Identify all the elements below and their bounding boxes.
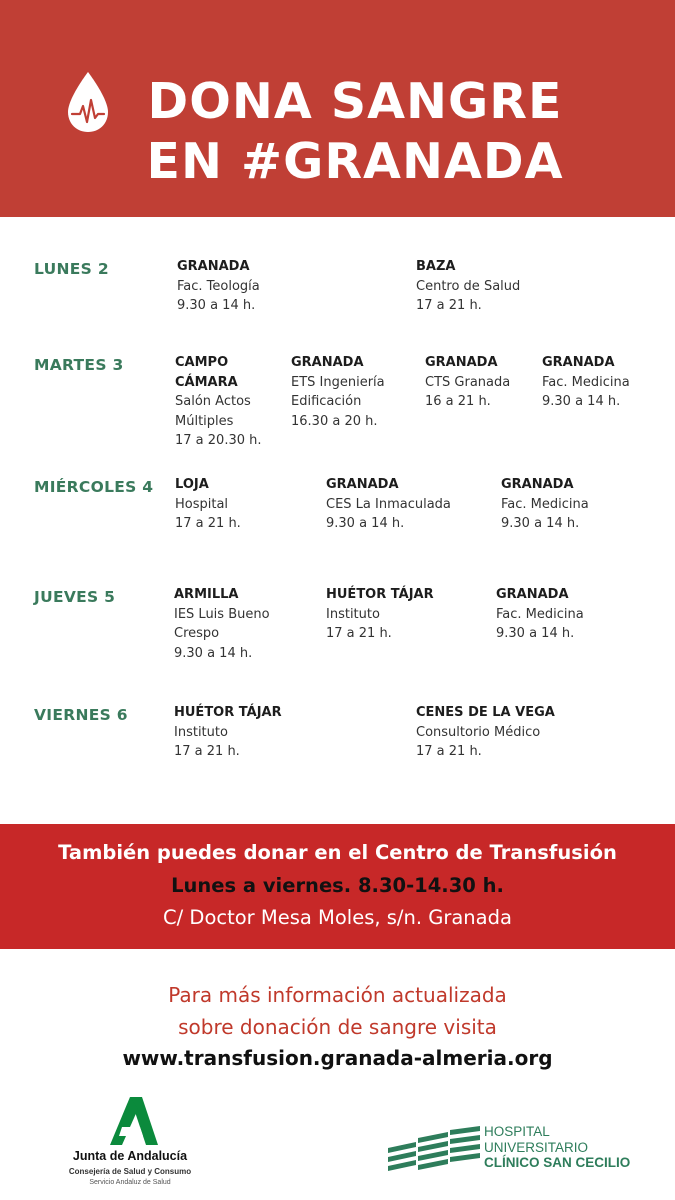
slot-city: GRANADA xyxy=(501,477,574,492)
slot-line: 9.30 a 14 h. xyxy=(542,394,621,409)
schedule-slot xyxy=(177,257,260,316)
junta-andalucia-logo xyxy=(60,1095,200,1195)
slot-line: CES La Inmaculada xyxy=(326,496,451,512)
slot-line: Salón Actos xyxy=(175,394,251,409)
slot-city: HUÉTOR TÁJAR xyxy=(326,587,434,602)
slot-line: 17 a 21 h. xyxy=(174,744,240,759)
slot-line: Fac. Teología xyxy=(177,278,260,294)
day-label: LUNES 2 xyxy=(34,260,109,278)
slot-city: GRANADA xyxy=(291,355,364,370)
slot-city: LOJA xyxy=(175,477,209,492)
slot-line: Hospital xyxy=(175,496,229,512)
hospital-line-1: HOSPITAL xyxy=(484,1124,550,1139)
slot-line: ETS Ingeniería xyxy=(291,374,385,390)
slot-city: CENES DE LA VEGA xyxy=(416,705,555,720)
slot-city: CAMPO xyxy=(175,355,229,370)
junta-sas: Servicio Andaluz de Salud xyxy=(89,1179,171,1186)
slot-city: GRANADA xyxy=(542,355,615,370)
schedule-slot xyxy=(326,585,434,644)
slot-line: Crespo xyxy=(174,626,220,641)
day-label: JUEVES 5 xyxy=(34,588,116,606)
slot-line: 17 a 21 h. xyxy=(326,626,392,641)
slot-line: IES Luis Bueno xyxy=(174,606,270,622)
slot-line: 9.30 a 14 h. xyxy=(177,298,256,313)
day-label: MIÉRCOLES 4 xyxy=(34,478,154,496)
schedule-slot xyxy=(175,353,262,451)
schedule-slot xyxy=(496,585,584,644)
slot-city: GRANADA xyxy=(496,587,569,602)
hospital-line-3: CLÍNICO SAN CECILIO xyxy=(484,1155,631,1170)
slot-line: Consultorio Médico xyxy=(416,724,541,740)
hospital-stripes-logo xyxy=(388,1126,480,1178)
slot-line: Fac. Medicina xyxy=(501,496,589,512)
blood-drop-heartbeat-icon xyxy=(64,70,112,134)
slot-line: 17 a 21 h. xyxy=(175,516,241,531)
title-line-1: DONA SANGRE xyxy=(147,73,563,130)
junta-name: Junta de Andalucía xyxy=(72,1149,188,1163)
hospital-name xyxy=(484,1124,630,1171)
schedule-slot xyxy=(291,353,385,431)
slot-city: ARMILLA xyxy=(174,587,239,602)
banner-line-3: C/ Doctor Mesa Moles, s/n. Granada xyxy=(163,906,512,929)
header-banner xyxy=(0,0,675,217)
slot-line: Fac. Medicina xyxy=(542,374,630,390)
hospital-line-2: UNIVERSITARIO xyxy=(484,1139,589,1155)
hospital-logo xyxy=(388,1124,658,1184)
info-line-1: Para más información actualizada xyxy=(168,983,507,1007)
slot-line: Centro de Salud xyxy=(416,278,521,294)
slot-city: GRANADA xyxy=(326,477,399,492)
day-label: MARTES 3 xyxy=(34,356,124,374)
slot-line: 16 a 21 h. xyxy=(425,394,491,409)
info-url-link[interactable]: www.transfusion.granada-almeria.org xyxy=(122,1046,553,1070)
schedule-slot xyxy=(542,353,630,412)
schedule-slot xyxy=(425,353,510,412)
banner-line-2: Lunes a viernes. 8.30-14.30 h. xyxy=(171,874,504,897)
slot-line: 17 a 21 h. xyxy=(416,298,482,313)
slot-city: GRANADA xyxy=(177,259,250,274)
slot-line: 9.30 a 14 h. xyxy=(496,626,575,641)
schedule-slot xyxy=(416,703,555,762)
junta-andalucia-mark-icon xyxy=(100,1095,160,1147)
slot-city: CÁMARA xyxy=(175,374,238,390)
slot-line: Instituto xyxy=(326,606,380,622)
schedule-slot xyxy=(416,257,520,316)
info-line-2: sobre donación de sangre visita xyxy=(178,1015,497,1039)
schedule-slot xyxy=(175,475,241,534)
slot-line: 17 a 21 h. xyxy=(416,744,482,759)
transfusion-center-banner xyxy=(0,824,675,949)
slot-line: Instituto xyxy=(174,724,228,740)
slot-line: Fac. Medicina xyxy=(496,606,584,622)
slot-line: 16.30 a 20 h. xyxy=(291,413,378,429)
slot-line: Edificación xyxy=(291,394,362,409)
slot-line: 9.30 a 14 h. xyxy=(501,516,580,531)
schedule-slot xyxy=(174,703,282,762)
schedule-slot xyxy=(174,585,270,663)
slot-city: HUÉTOR TÁJAR xyxy=(174,705,282,720)
junta-subtitle: Consejería de Salud y Consumo xyxy=(68,1167,192,1176)
slot-city: GRANADA xyxy=(425,355,498,370)
title-line-2: EN #GRANADA xyxy=(146,133,564,190)
schedule-slot xyxy=(501,475,589,534)
slot-line: Múltiples xyxy=(175,413,234,429)
slot-line: 9.30 a 14 h. xyxy=(174,645,253,661)
banner-line-1: También puedes donar en el Centro de Transfusión xyxy=(58,841,617,864)
slot-line: 9.30 a 14 h. xyxy=(326,516,405,531)
slot-line: 17 a 20.30 h. xyxy=(175,433,262,448)
page-title xyxy=(110,72,600,192)
slot-line: CTS Granada xyxy=(425,374,511,390)
day-label: VIERNES 6 xyxy=(34,706,128,724)
schedule-slot xyxy=(326,475,451,534)
slot-city: BAZA xyxy=(416,259,456,274)
